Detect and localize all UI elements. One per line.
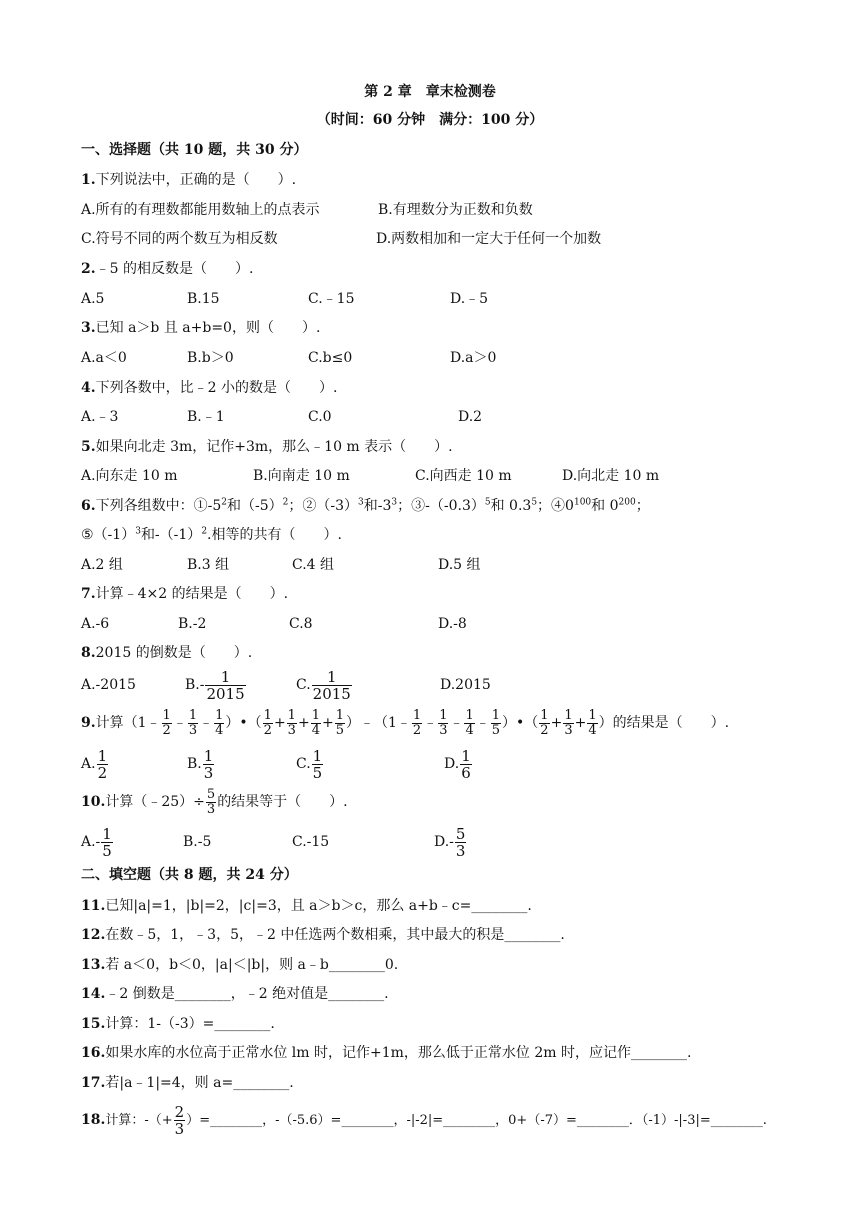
q10-option-c: C.-15 (292, 834, 330, 850)
q8-option-b: B.- $\frac{1}{2015}$ (185, 667, 245, 703)
q5-option-b: B.向南走 10 m (253, 468, 350, 484)
question-18: 18.计算：-（+ $\frac{2}{3}$ ）=________，-（-5.6）=________，-|-2|=________，0+（-7）=________．（-1）-|-3|=________. (81, 1103, 767, 1138)
question-13: 13.若 a＜0，b＜0，|a|＜|b|，则 a﹣b________0. (81, 957, 399, 973)
question-14: 14.﹣2 倒数是________，﹣2 绝对值是________. (81, 986, 389, 1002)
q6-option-a: A.2 组 (81, 557, 123, 573)
question-15: 15.计算：1-（-3）=________. (81, 1016, 275, 1032)
q3-option-d: D.a＞0 (450, 350, 497, 366)
q2-option-b: B.15 (187, 291, 220, 307)
q4-option-d: D.2 (458, 409, 483, 425)
page-subtitle: （时间：60 分钟 满分：100 分） (316, 112, 544, 128)
question-3: 3.已知 a＞b 且 a+b=0，则（ ）. (81, 320, 321, 336)
q5-option-c: C.向西走 10 m (415, 468, 512, 484)
question-2: 2.﹣5 的相反数是（ ）. (81, 261, 254, 277)
q3-option-b: B.b＞0 (187, 350, 234, 366)
q1-option-c: C.符号不同的两个数互为相反数 (81, 231, 278, 247)
q3-option-a: A.a＜0 (81, 350, 127, 366)
q7-option-a: A.-6 (81, 616, 110, 632)
q8-option-c: C. $\frac{1}{2015}$ (296, 667, 351, 703)
q7-option-b: B.-2 (178, 616, 207, 632)
q6-option-b: B.3 组 (187, 557, 230, 573)
q8-option-a: A.-2015 (81, 677, 136, 693)
question-11: 11.已知|a|=1，|b|=2，|c|=3，且 a＞b＞c，那么 a+b﹣c=________. (81, 898, 532, 914)
q7-option-c: C.8 (289, 616, 313, 632)
question-6: 6.下列各组数中：$①-5^2$和$(-5)^2$；$②(-3)^3$和$-3^3$；$③-(-0.3)^5$和 $0.3^5$；$④0^{100}$和 $0^{200}$； (81, 497, 650, 514)
q2-option-d: D.﹣5 (450, 291, 489, 307)
question-5: 5.如果向北走 3m，记作+3m，那么﹣10 m 表示（ ）. (81, 439, 453, 455)
q9-option-a: A. $\frac{1}{2}$ (81, 746, 108, 782)
question-8: 8.2015 的倒数是（ ）. (81, 645, 253, 661)
q5-option-a: A.向东走 10 m (81, 468, 178, 484)
q9-option-b: B. $\frac{1}{3}$ (187, 746, 214, 782)
q2-option-a: A.5 (81, 291, 105, 307)
section-choice-heading: 一、选择题（共 10 题，共 30 分） (81, 142, 308, 158)
question-16: 16.如果水库的水位高于正常水位 lm 时，记作+1m，那么低于正常水位 2m 时，应记作________. (81, 1045, 692, 1061)
q10-option-b: B.-5 (183, 834, 212, 850)
q3-option-c: C.b≤0 (308, 350, 353, 366)
question-10: 10.计算（﹣25）÷ $\frac{5}{3}$ 的结果等于（ ）. (81, 786, 348, 817)
q5-option-d: D.向北走 10 m (562, 468, 660, 484)
q6-option-d: D.5 组 (438, 557, 481, 573)
question-1: 1.下列说法中，正确的是（ ）. (81, 172, 297, 188)
question-6-line-2: $⑤(-1)^3$和$-(-1)^2$.相等的共有（ ）. (81, 526, 342, 543)
q10-option-d: D.- $\frac{5}{3}$ (434, 824, 466, 860)
q4-option-a: A.﹣3 (81, 409, 119, 425)
section-fill-heading: 二、填空题（共 8 题，共 24 分） (81, 867, 298, 883)
question-12: 12.在数﹣5，1，﹣3，5，﹣2 中任选两个数相乘，其中最大的积是________. (81, 927, 565, 943)
question-17: 17.若|a﹣1|=4，则 a=________. (81, 1075, 294, 1091)
q9-option-c: C. $\frac{1}{5}$ (296, 746, 323, 782)
q10-option-a: A.- $\frac{1}{5}$ (81, 824, 112, 860)
q8-option-d: D.2015 (440, 677, 491, 693)
page-title: 第 2 章 章末检测卷 (364, 84, 496, 100)
q7-option-d: D.-8 (438, 616, 467, 632)
q9-option-d: D. $\frac{1}{6}$ (444, 746, 471, 782)
q4-option-c: C.0 (308, 409, 332, 425)
q1-option-d: D.两数相加和一定大于任何一个加数 (376, 231, 602, 247)
q4-option-b: B.﹣1 (187, 409, 225, 425)
q1-option-b: B.有理数分为正数和负数 (378, 202, 533, 218)
question-9: 9.计算（1﹣ $\frac{1}{2}$ ﹣ $\frac{1}{3}$ ﹣ $\frac{1}{4}$ ）•（ $\frac{1}{2}$ + $\frac{1}{3}$ + $\frac{1}{4}$ + $\frac{1}{5}$ ）﹣（1﹣ $\frac{1}{2}$ ﹣ $\frac{1}{3}$ ﹣ $\frac{1}{4}$ ﹣ $\frac{1}{5}$ ）•（ $\frac{1}{2}$ + $\frac{1}{3}$ + $\frac{1}{4}$ ）的结果是（ ）. (81, 707, 730, 738)
question-4: 4.下列各数中，比﹣2 小的数是（ ）. (81, 380, 338, 396)
q2-option-c: C.﹣15 (308, 291, 355, 307)
q6-option-c: C.4 组 (292, 557, 335, 573)
question-7: 7.计算﹣4×2 的结果是（ ）. (81, 586, 289, 602)
q1-option-a: A.所有的有理数都能用数轴上的点表示 (81, 202, 320, 218)
